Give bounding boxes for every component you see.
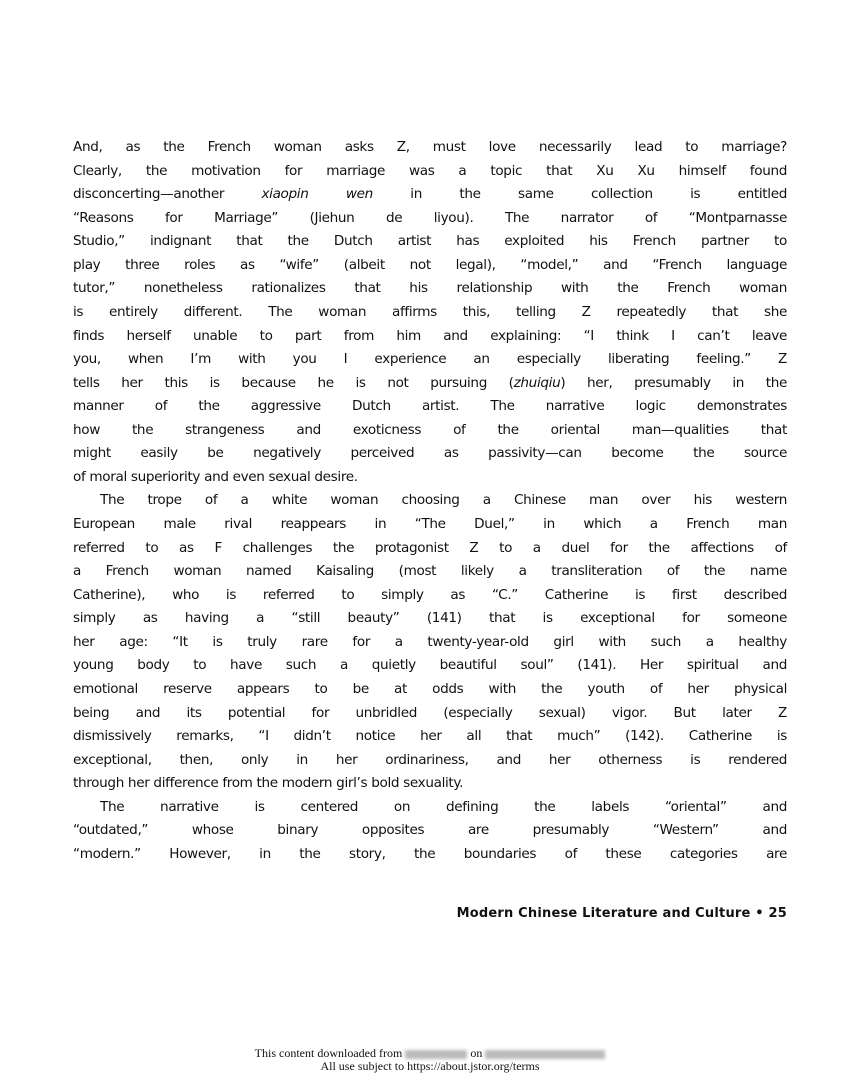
text-line (73, 160, 787, 184)
text-line (73, 537, 787, 561)
text-line (73, 560, 787, 584)
running-footer: Modern Chinese Literature and Culture • 25 (456, 906, 787, 921)
text-segment: tells her this is because he is not pursuing ( (73, 374, 514, 391)
text-segment: emotional reserve appears to be at odds with the youth of her physical (73, 680, 787, 697)
text-segment: through her difference from the modern girl’s bold sexuality. (73, 775, 464, 792)
text-line (73, 843, 787, 867)
text-segment: And, as the French woman asks Z, must love necessarily lead to marriage? (73, 139, 787, 155)
text-line (73, 796, 787, 820)
text-line (73, 749, 787, 773)
text-line (73, 207, 787, 231)
terms-notice: All use subject to https://about.jstor.org/terms (320, 1059, 540, 1073)
text-segment: Studio,” indignant that the Dutch artist has exploited his French partner to (73, 233, 787, 250)
text-line (73, 136, 787, 160)
text-line (73, 654, 787, 678)
text-line (73, 183, 787, 207)
text-line (73, 702, 787, 726)
text-segment: exceptional, then, only in her ordinariness, and her otherness is rendered (73, 751, 787, 768)
text-segment: you, when I’m with you I experience an especially liberating feeling.” Z (73, 351, 787, 368)
text-line (73, 819, 787, 843)
text-line (73, 772, 787, 796)
text-segment: play three roles as “wife” (albeit not legal), “model,” and “French language (73, 256, 787, 273)
download-on: on (470, 1046, 483, 1060)
text-segment: “outdated,” whose binary opposites are presumably “Western” and (73, 822, 787, 839)
text-segment: how the strangeness and exoticness of the oriental man—qualities that (73, 421, 787, 438)
text-line (73, 725, 787, 749)
text-segment: young body to have such a quietly beautiful soul” (141). Her spiritual and (73, 657, 787, 674)
body-text (73, 136, 787, 866)
download-notice (0, 1047, 860, 1073)
text-segment: finds herself unable to part from him and explaining: “I think I can’t leave (73, 327, 787, 344)
text-line (73, 230, 787, 254)
italic-term: xiaopin wen (261, 186, 373, 203)
text-line (73, 631, 787, 655)
text-segment: in the same collection is entitled (372, 186, 787, 203)
text-line (73, 607, 787, 631)
text-segment: is entirely different. The woman affirms this, telling Z repeatedly that she (73, 303, 787, 320)
text-line (73, 372, 787, 396)
text-segment: Clearly, the motivation for marriage was a topic that Xu Xu himself found (73, 162, 787, 179)
text-segment: “modern.” However, in the story, the boundaries of these categories are (73, 845, 787, 862)
text-line (73, 325, 787, 349)
text-line (73, 584, 787, 608)
italic-term: zhuiqiu (513, 374, 561, 391)
text-line (73, 442, 787, 466)
text-segment: her age: “It is truly rare for a twenty-year-old girl with such a healthy (73, 633, 787, 650)
text-segment: disconcerting—another (73, 186, 262, 203)
download-prefix: This content downloaded from (254, 1046, 403, 1060)
text-segment: might easily be negatively perceived as passivity—can become the source (73, 445, 787, 462)
text-segment: referred to as F challenges the protagonist Z to a duel for the affections of (73, 539, 787, 556)
text-segment: simply as having a “still beauty” (141) that is exceptional for someone (73, 610, 787, 627)
text-segment: being and its potential for unbridled (especially sexual) vigor. But later Z (73, 704, 787, 721)
text-segment: “Reasons for Marriage” (Jiehun de liyou). The narrator of “Montparnasse (73, 209, 787, 226)
text-line (73, 277, 787, 301)
redacted-date (485, 1050, 605, 1059)
text-segment: tutor,” nonetheless rationalizes that his relationship with the French woman (73, 280, 787, 297)
text-segment: ) her, presumably in the (560, 374, 787, 391)
text-line (73, 489, 787, 513)
text-segment: European male rival reappears in “The Duel,” in which a French man (73, 516, 787, 532)
text-line (73, 466, 787, 490)
text-segment: of moral superiority and even sexual desire. (73, 468, 358, 485)
text-line (73, 348, 787, 372)
text-line (73, 678, 787, 702)
text-segment: Catherine), who is referred to simply as “C.” Catherine is first described (73, 586, 787, 603)
text-segment: manner of the aggressive Dutch artist. The narrative logic demonstrates (73, 398, 787, 415)
text-segment: dismissively remarks, “I didn’t notice her all that much” (142). Catherine is (73, 728, 787, 745)
text-segment: The narrative is centered on defining the labels “oriental” and (100, 798, 787, 815)
text-line (73, 513, 787, 537)
text-line (73, 254, 787, 278)
text-line (73, 419, 787, 443)
redacted-ip (405, 1050, 467, 1059)
text-segment: The trope of a white woman choosing a Chinese man over his western (100, 492, 787, 509)
text-segment: a French woman named Kaisaling (most likely a transliteration of the name (73, 563, 787, 580)
text-line (73, 301, 787, 325)
text-line (73, 395, 787, 419)
